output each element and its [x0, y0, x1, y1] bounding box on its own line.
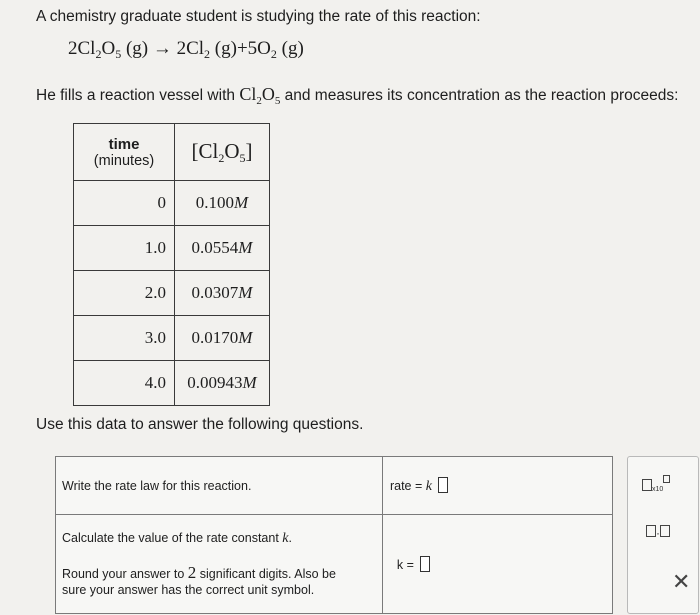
measure-statement: He fills a reaction vessel with $Cl_2O_5$ and measures its concentration as the reaction proceeds:: [36, 84, 679, 107]
concentration-header: $[Cl_2O_5]$: [175, 124, 270, 181]
time-cell: 1.0: [74, 226, 175, 271]
reaction-equation: $2Cl_2O_5$ $(g) \to 2Cl_2$ $(g)+5O_2$ (g): [68, 38, 304, 61]
rate-constant-answer: k =: [383, 515, 613, 614]
conc-cell: 0.0170M: [175, 316, 270, 361]
close-icon[interactable]: ✕: [672, 569, 691, 594]
rate-constant-input[interactable]: [420, 556, 430, 572]
time-cell: 3.0: [74, 316, 175, 361]
conc-cell: 0.00943M: [175, 361, 270, 406]
time-header: time (minutes): [74, 124, 175, 181]
answer-table: [55, 456, 613, 614]
question-intro: A chemistry graduate student is studying the rate of this reaction:: [36, 8, 481, 25]
time-cell: 4.0: [74, 361, 175, 406]
rate-law-answer: rate = k: [383, 457, 613, 515]
rate-law-input[interactable]: [438, 477, 448, 493]
instructions-text: Use this data to answer the following questions.: [36, 416, 364, 433]
rate-constant-prompt: Calculate the value of the rate constant k. Round your answer to 2 significant digits. Also be sure your answer has the correct unit symbol.: [56, 515, 383, 614]
rate-law-row: [56, 457, 613, 515]
rate-law-prompt: Write the rate law for this reaction.: [56, 457, 383, 515]
time-cell: 2.0: [74, 271, 175, 316]
math-toolbar: [627, 456, 699, 614]
table-row: [74, 271, 270, 316]
table-row: [74, 181, 270, 226]
time-cell: 0: [74, 181, 175, 226]
concentration-table: [73, 123, 270, 406]
multiply-dot-button[interactable]: ·: [646, 525, 670, 540]
rate-constant-row: [56, 515, 613, 614]
conc-cell: 0.0307M: [175, 271, 270, 316]
table-row: [74, 361, 270, 406]
table-row: [74, 316, 270, 361]
scientific-notation-button[interactable]: x10: [642, 475, 670, 494]
table-row: [74, 226, 270, 271]
table-header-row: [74, 124, 270, 181]
conc-cell: 0.100M: [175, 181, 270, 226]
conc-cell: 0.0554M: [175, 226, 270, 271]
